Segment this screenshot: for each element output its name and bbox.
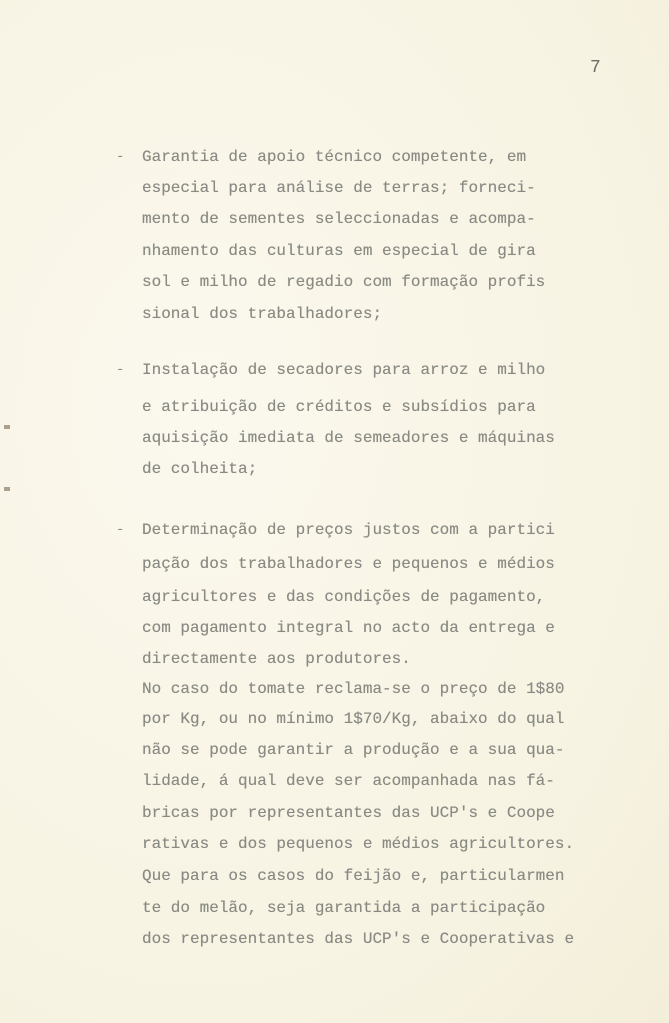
text-line: pação dos trabalhadores e pequenos e médios [142, 555, 555, 573]
text-line: nhamento das culturas em especial de gira [142, 242, 536, 260]
text-line: aquisição imediata de semeadores e máquinas [142, 429, 555, 447]
text-line: dos representantes das UCP's e Cooperativas e [142, 930, 575, 948]
bullet-dash: - [116, 149, 125, 165]
bullet-dash: - [116, 522, 125, 538]
text-line: Determinação de preços justos com a partici [142, 521, 555, 539]
text-line: te do melão, seja garantida a participação [142, 899, 546, 917]
text-line: Garantia de apoio técnico competente, em [142, 148, 527, 166]
text-line: No caso do tomate reclama-se o preço de 1$80 [142, 680, 565, 698]
margin-mark [4, 425, 10, 429]
bullet-dash: - [116, 362, 125, 378]
text-line: e atribuição de créditos e subsídios para [142, 398, 536, 416]
text-line: Que para os casos do feijão e, particularmen [142, 867, 565, 885]
text-line: mento de sementes seleccionadas e acompa- [142, 210, 536, 228]
text-line: lidade, á qual deve ser acompanhada nas fá- [142, 772, 555, 790]
text-line: sol e milho de regadio com formação profis [142, 273, 546, 291]
text-line: rativas e dos pequenos e médios agricultores. [142, 835, 575, 853]
text-line: bricas por representantes das UCP's e Coope [142, 804, 555, 822]
text-line: directamente aos produtores. [142, 650, 411, 668]
text-line: Instalação de secadores para arroz e milho [142, 361, 546, 379]
page-number: 7 [590, 58, 601, 78]
text-line: de colheita; [142, 460, 258, 478]
text-line: sional dos trabalhadores; [142, 305, 383, 323]
text-line: por Kg, ou no mínimo 1$70/Kg, abaixo do qual [142, 710, 565, 728]
text-line: com pagamento integral no acto da entrega e [142, 619, 555, 637]
text-line: especial para análise de terras; forneci- [142, 179, 536, 197]
text-line: não se pode garantir a produção e a sua qua- [142, 741, 565, 759]
margin-mark [4, 487, 10, 491]
text-line: agricultores e das condições de pagamento, [142, 588, 546, 606]
